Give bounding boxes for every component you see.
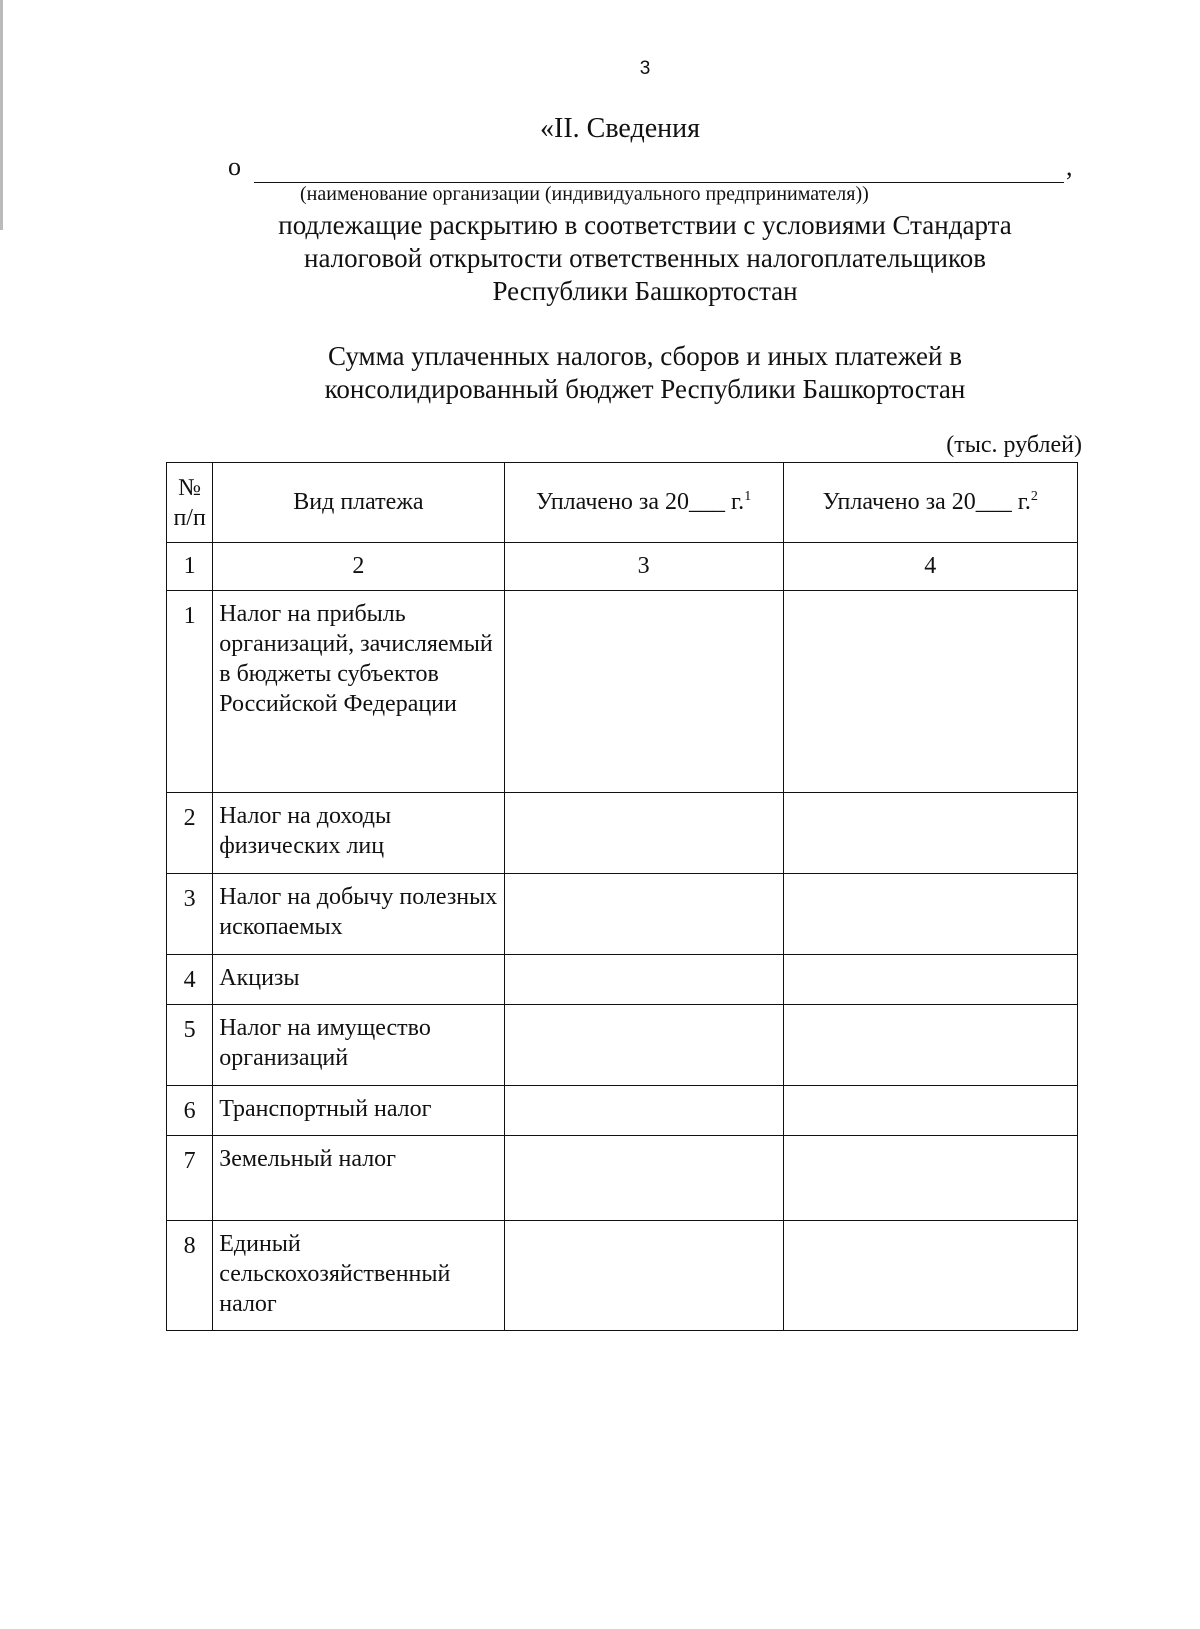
paid-amount-cell	[504, 793, 783, 874]
row-number: 8	[167, 1221, 213, 1331]
table-row	[167, 793, 1078, 874]
row-number: 6	[167, 1086, 213, 1136]
column-number: 3	[504, 543, 783, 591]
paid-amount-cell	[783, 955, 1077, 1005]
table-row	[167, 1086, 1078, 1136]
payments-table	[166, 462, 1078, 1331]
table-row	[167, 874, 1078, 955]
subheading-line: подлежащие раскрытию в соответствии с условиями Стандарта	[278, 210, 1012, 240]
table-row	[167, 1136, 1078, 1221]
org-line-prefix: о	[228, 152, 241, 181]
header-number: № п/п	[167, 463, 213, 543]
payment-type: Транспортный налог	[213, 1086, 504, 1136]
table-row	[167, 955, 1078, 1005]
paid-amount-cell	[783, 1086, 1077, 1136]
paid-amount-cell	[504, 955, 783, 1005]
table-header-row	[167, 463, 1078, 543]
payment-type: Единый сельскохозяйственный налог	[213, 1221, 504, 1331]
row-number: 2	[167, 793, 213, 874]
paid-amount-cell	[504, 1136, 783, 1221]
paid-amount-cell	[504, 591, 783, 793]
org-line-suffix: ,	[1066, 152, 1073, 181]
column-number-row	[167, 543, 1078, 591]
table-title-line: Сумма уплаченных налогов, сборов и иных платежей в	[328, 341, 962, 371]
table-row	[167, 591, 1078, 793]
payment-type: Налог на доходы физических лиц	[213, 793, 504, 874]
row-number: 1	[167, 591, 213, 793]
paid-amount-cell	[504, 874, 783, 955]
paid-amount-cell	[783, 793, 1077, 874]
paid-amount-cell	[504, 1221, 783, 1331]
header-paid-period-a: Уплачено за 20___ г.$^1$	[504, 463, 783, 543]
paid-amount-cell	[783, 1136, 1077, 1221]
column-number: 4	[783, 543, 1077, 591]
column-number: 2	[213, 543, 504, 591]
units-label: (тыс. рублей)	[946, 432, 1082, 458]
paid-amount-cell	[783, 591, 1077, 793]
header-paid-period-b: Уплачено за 20___ г.$^2$	[783, 463, 1077, 543]
footnote-mark: 2	[1030, 489, 1038, 504]
row-number: 4	[167, 955, 213, 1005]
table-row	[167, 1221, 1078, 1331]
payment-type: Налог на имущество организаций	[213, 1005, 504, 1086]
column-number: 1	[167, 543, 213, 591]
subheading-line: Республики Башкортостан	[492, 276, 798, 306]
table-row	[167, 1005, 1078, 1086]
payment-type: Земельный налог	[213, 1136, 504, 1221]
organization-name-line	[228, 152, 1073, 182]
footnote-mark: 1	[744, 489, 752, 504]
org-name-caption: (наименование организации (индивидуального предпринимателя))	[300, 183, 869, 205]
table-title-line: консолидированный бюджет Республики Башкортостан	[324, 374, 966, 404]
paid-amount-cell	[504, 1086, 783, 1136]
paid-amount-cell	[783, 1221, 1077, 1331]
payment-type: Акцизы	[213, 955, 504, 1005]
payment-type: Налог на прибыль организаций, зачисляемый в бюджеты субъектов Российской Федерации	[213, 591, 504, 793]
disclosure-subheading	[0, 209, 1200, 308]
row-number: 5	[167, 1005, 213, 1086]
section-heading: «II. Сведения	[540, 113, 700, 144]
paid-amount-cell	[783, 1005, 1077, 1086]
page-number: 3	[639, 58, 651, 79]
payment-type: Налог на добычу полезных ископаемых	[213, 874, 504, 955]
header-payment-type: Вид платежа	[213, 463, 504, 543]
subheading-line: налоговой открытости ответственных налогоплательщиков	[304, 243, 986, 273]
table-title	[0, 340, 1200, 406]
paid-amount-cell	[783, 874, 1077, 955]
row-number: 7	[167, 1136, 213, 1221]
paid-amount-cell	[504, 1005, 783, 1086]
row-number: 3	[167, 874, 213, 955]
